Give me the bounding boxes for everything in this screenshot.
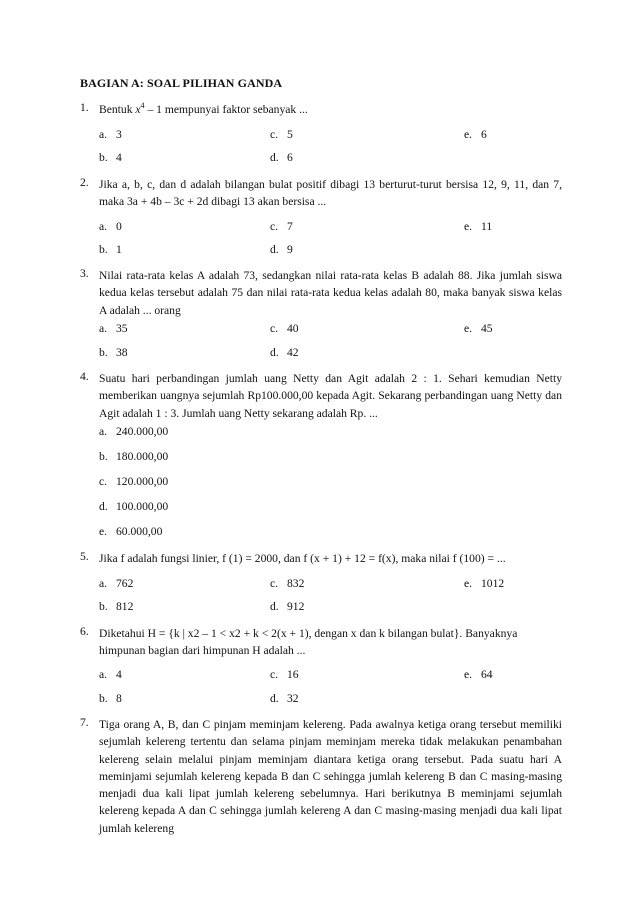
option-6a: a. 4 <box>99 668 122 681</box>
option-3e: e. 45 <box>464 322 493 335</box>
option-4b: b. 180.000,00 <box>99 450 169 463</box>
option-2b: b. 1 <box>99 243 122 256</box>
option-4d: d. 100.000,00 <box>99 500 169 513</box>
question-1 <box>80 101 562 118</box>
question-text: Diketahui H = {k | x2 – 1 < x2 + k < 2(x + 1), dengan x dan k bilangan bulat}. Banyaknya himpunan bagian dari himpunan H adalah ... <box>99 627 518 658</box>
option-1a: a. 3 <box>99 128 122 141</box>
question-6 <box>80 625 562 660</box>
question-4 <box>80 370 562 422</box>
option-6e: e. 64 <box>464 668 493 681</box>
question-5 <box>80 550 562 567</box>
question-3 <box>80 267 562 319</box>
option-1d: d. 6 <box>270 151 293 164</box>
question-number: 6. <box>80 625 89 638</box>
question-number: 4. <box>80 370 89 383</box>
option-5e: e. 1012 <box>464 577 505 590</box>
question-number: 5. <box>80 550 89 563</box>
question-text: Jika a, b, c, dan d adalah bilangan bulat positif dibagi 13 berturut-turut bersisa 12, 9, 11, dan 7, maka 3a + 4b – 3c + 2d dibagi 13 akan bersisa ... <box>99 178 562 209</box>
option-5b: b. 812 <box>99 600 134 613</box>
question-text: Jika f adalah fungsi linier, f (1) = 2000, dan f (x + 1) + 12 = f(x), maka nilai f (100) = ... <box>99 552 506 565</box>
option-6d: d. 32 <box>270 692 299 705</box>
question-text: Bentuk $x^4 - 1$ mempunyai faktor sebanyak ... <box>99 101 308 116</box>
question-text: Suatu hari perbandingan jumlah uang Netty dan Agit adalah 2 : 1. Sehari kemudian Netty memberikan uangnya sejumlah Rp100.000,00 kepada Agit. Sekarang perbandingan uang Netty dan Agit adalah 1 : 3. Jumlah uang Netty sekarang adalah Rp. ... <box>99 372 562 420</box>
option-5a: a. 762 <box>99 577 134 590</box>
question-number: 7. <box>80 716 89 729</box>
option-1b: b. 4 <box>99 151 122 164</box>
option-1e: e. 6 <box>464 128 487 141</box>
option-5d: d. 912 <box>270 600 305 613</box>
option-3c: c. 40 <box>270 322 299 335</box>
option-3a: a. 35 <box>99 322 128 335</box>
option-5c: c. 832 <box>270 577 305 590</box>
option-2c: c. 7 <box>270 220 293 233</box>
question-7 <box>80 716 562 837</box>
question-text: Nilai rata-rata kelas A adalah 73, sedangkan nilai rata-rata kelas B adalah 88. Jika jumlah siswa kedua kelas tersebut adalah 75 dan nilai rata-rata kedua kelas adalah 80, maka banyak siswa kelas A adalah ... orang <box>99 269 562 317</box>
question-text: Tiga orang A, B, dan C pinjam meminjam kelereng. Pada awalnya ketiga orang tersebut memiliki sejumlah kelereng tertentu dan selama pinjam meminjam mereka tidak melakukan penambahan kelereng selain melalui pinjam meminjam diantara ketiga orang tersebut. Pada suatu hari A meminjami sejumlah kelereng kepada B dan C sehingga jumlah kelereng B dan C masing-masing menjadi dua kali lipat jumlah kelereng sebelumnya. Hari berikutnya B meminjami sejumlah kelereng kepada A dan C sehingga jumlah kelereng A dan C masing-masing menjadi dua kali lipat jumlah kelereng <box>99 718 562 835</box>
option-2e: e. 11 <box>464 220 493 233</box>
option-4c: c. 120.000,00 <box>99 475 169 488</box>
option-3b: b. 38 <box>99 346 128 359</box>
option-1c: c. 5 <box>270 128 293 141</box>
question-2 <box>80 176 562 211</box>
option-4a: a. 240.000,00 <box>99 425 169 438</box>
option-2a: a. 0 <box>99 220 122 233</box>
option-2d: d. 9 <box>270 243 293 256</box>
option-6b: b. 8 <box>99 692 122 705</box>
question-number: 1. <box>80 101 89 114</box>
option-6c: c. 16 <box>270 668 299 681</box>
question-number: 3. <box>80 267 89 280</box>
question-number: 2. <box>80 176 89 189</box>
option-4e: e. 60.000,00 <box>99 525 163 538</box>
option-3d: d. 42 <box>270 346 299 359</box>
section-title: BAGIAN A: SOAL PILIHAN GANDA <box>80 76 283 90</box>
